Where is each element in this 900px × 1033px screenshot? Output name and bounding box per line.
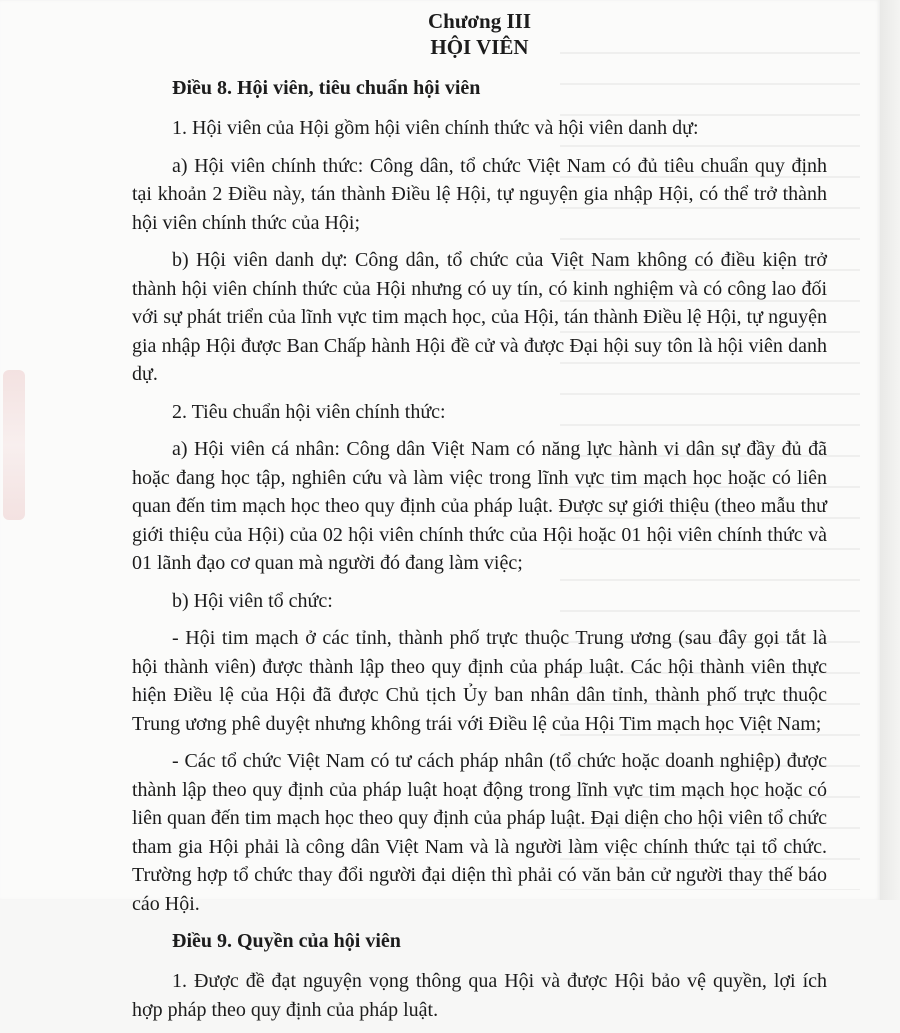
- chapter-subtitle: HỘI VIÊN: [430, 35, 529, 59]
- article-8-paragraph-1: 1. Hội viên của Hội gồm hội viên chính thức và hội viên danh dự:: [172, 117, 699, 139]
- document-body: [132, 8, 827, 1033]
- page-edge-shadow: [880, 0, 900, 900]
- article-8-paragraph-2b: b) Hội viên tổ chức:: [172, 589, 333, 612]
- chapter-title: Chương III: [427, 9, 532, 33]
- article-9-heading: Điều 9. Quyền của hội viên: [172, 930, 401, 952]
- article-8-paragraph-1a: a) Hội viên chính thức: Công dân, tổ chức Việt Nam có đủ tiêu chuẩn quy định tại khoản 2 Điều này, tán thành Điều lệ Hội, tự nguyện gia nhập Hội, có thể trở thành hội viên chính thức của Hội;: [132, 154, 827, 234]
- article-9-paragraph-1: 1. Được đề đạt nguyện vọng thông qua Hội và được Hội bảo vệ quyền, lợi ích hợp pháp theo quy định của pháp luật.: [132, 970, 827, 1021]
- article-8-bullet-1: - Hội tim mạch ở các tỉnh, thành phố trực thuộc Trung ương (sau đây gọi tắt là hội thành viên) được thành lập theo quy định của pháp luật. Các hội thành viên thực hiện Điều lệ của Hội đã được Chủ tịch Ủy ban nhân dân tỉnh, thành phố trực thuộc Trung ương phê duyệt nhưng không trái với Điều lệ của Hội Tim mạch học Việt Nam;: [132, 627, 827, 735]
- article-8-paragraph-2: 2. Tiêu chuẩn hội viên chính thức:: [172, 400, 446, 423]
- article-8-bullet-2: - Các tổ chức Việt Nam có tư cách pháp nhân (tổ chức hoặc doanh nghiệp) được thành lập theo quy định của pháp luật hoạt động trong lĩnh vực tim mạch học hoặc có liên quan đến tim mạch học theo quy định của pháp luật. Đại diện cho hội viên tổ chức tham gia Hội phải là công dân Việt Nam và là người làm việc chính thức tại tổ chức. Trường hợp tổ chức thay đổi người đại diện thì phải có văn bản cử người thay thế báo cáo Hội.: [132, 750, 827, 915]
- article-8-paragraph-2a: a) Hội viên cá nhân: Công dân Việt Nam có năng lực hành vi dân sự đầy đủ đã hoặc đang học tập, nghiên cứu và làm việc trong lĩnh vực tim mạch học hoặc có liên quan đến tim mạch học theo quy định của pháp luật. Được sự giới thiệu (theo mẫu thư giới thiệu của Hội) của 02 hội viên chính thức của Hội hoặc 01 hội viên chính thức và 01 lãnh đạo cơ quan mà người đó đang làm việc;: [132, 438, 827, 574]
- article-8-paragraph-1b: b) Hội viên danh dự: Công dân, tổ chức của Việt Nam không có điều kiện trở thành hội viên chính thức của Hội nhưng có uy tín, có kinh nghiệm và có công lao đối với sự phát triển của lĩnh vực tim mạch học, của Hội, tán thành Điều lệ Hội, tự nguyện gia nhập Hội được Ban Chấp hành Hội đề cử và được Đại hội suy tôn là hội viên danh dự.: [132, 249, 827, 385]
- margin-stain: [3, 370, 25, 520]
- article-8-heading: Điều 8. Hội viên, tiêu chuẩn hội viên: [172, 77, 481, 99]
